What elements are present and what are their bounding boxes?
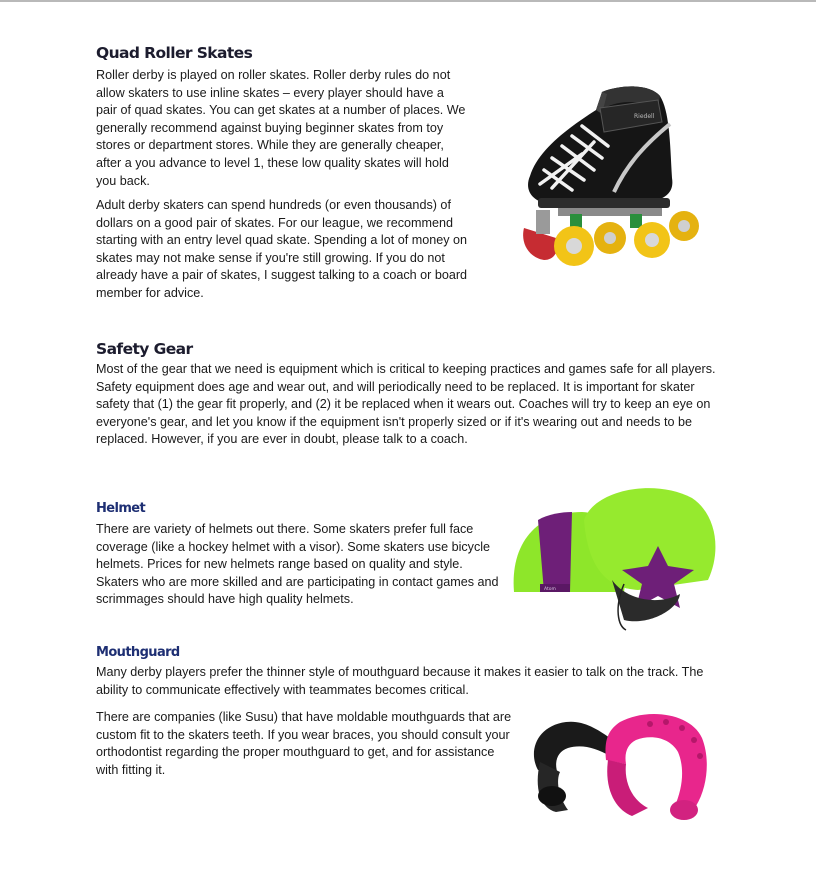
mouthguard-paragraph-1: Many derby players prefer the thinner style of mouthguard because it makes it easier to talk on the track. The ability to communicate effectively with teammates becomes critical. xyxy=(96,665,704,697)
quad-skates-paragraph-1: Roller derby is played on roller skates. Roller derby rules do not allow skaters to use inline skates – every player should have a pair of quad skates. You can get skates at a number of places. We generally recommend against buying beginner skates from toy stores or department stores. While they are generally cheaper, after a you advance to level 1, these low quality skates will hold you back. xyxy=(96,68,466,188)
top-border xyxy=(0,0,816,2)
mouthguard-image xyxy=(524,704,724,828)
mouthguard-paragraph-2: There are companies (like Susu) that have moldable mouthguards that are custom fit to the skaters teeth. If you wear braces, you should consult your orthodontist regarding the proper mouthguard to get, and for assistance with fitting it. xyxy=(96,710,512,777)
skate-brand-label: Riedell xyxy=(634,113,655,120)
section-heading-safety-gear: Safety Gear xyxy=(96,340,193,358)
safety-gear-paragraph: Most of the gear that we need is equipment which is critical to keeping practices and games safe for all players. Safety equipment does age and wear out, and will periodically need to be replaced. It is important for skater safety that (1) the gear fit properly, and (2) it be replaced when it wears out. Coaches will try to keep an eye on everyone's gear, and let you know if the equipment isn't properly sized or if it's wearing out and needs to be replaced. However, if you are ever in doubt, please talk to a coach. xyxy=(96,362,716,447)
section-heading-quad-skates: Quad Roller Skates xyxy=(96,44,253,62)
helmet-image xyxy=(508,480,724,632)
section-heading-helmet: Helmet xyxy=(96,501,146,516)
quad-skate-image xyxy=(510,78,710,274)
helmet-paragraph: There are variety of helmets out there. Some skaters prefer full face coverage (like a hockey helmet with a visor). Some skaters use bicycle helmets. Prices for new helmets range based on quality and style. Skaters who are more skilled and are participating in contact games and scrimmages should have high quality helmets. xyxy=(96,522,499,607)
quad-skates-paragraph-2: Adult derby skaters can spend hundreds (or even thousands) of dollars on a good pair of skates. For our league, we recommend starting with an entry level quad skate. Spending a lot of money on skates may not make sense if you're still growing. If you do not already have a pair of skates, I suggest talking to a coach or board member for advice. xyxy=(96,198,468,300)
helmet-brand-label: Atom xyxy=(544,587,556,592)
section-heading-mouthguard: Mouthguard xyxy=(96,645,180,660)
